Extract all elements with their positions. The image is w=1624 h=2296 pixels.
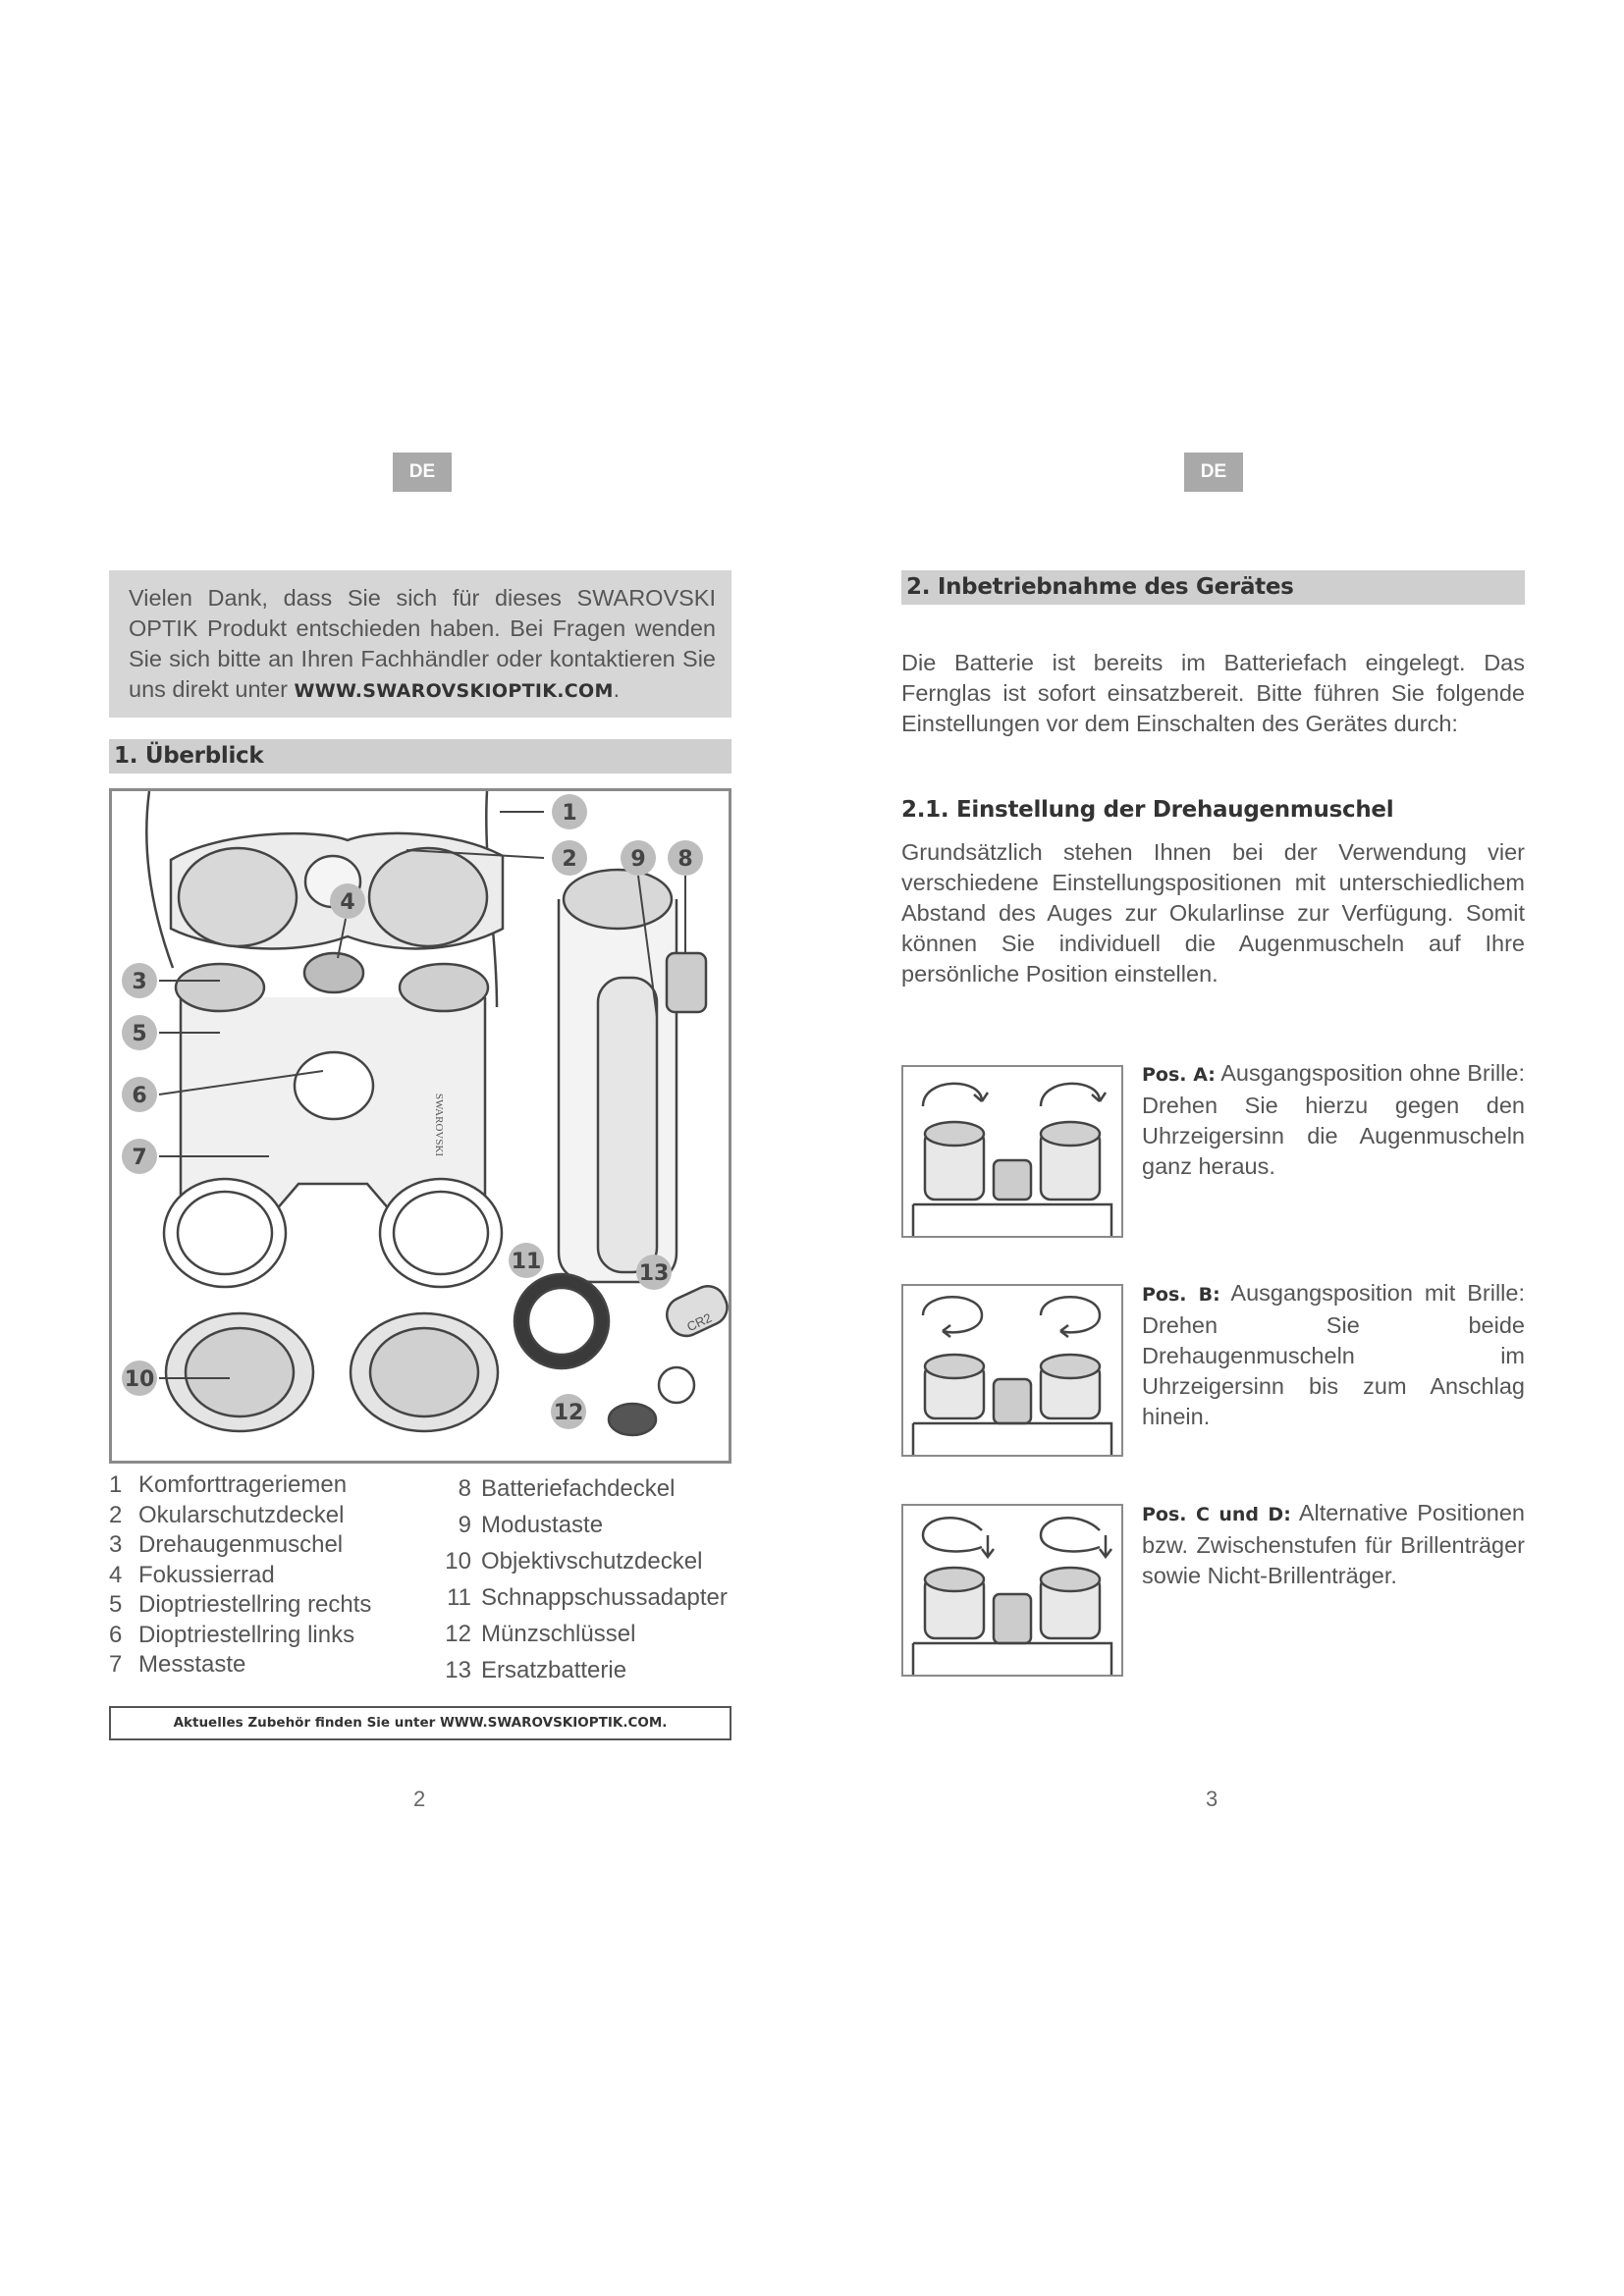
callout-1 bbox=[500, 794, 587, 829]
svg-text:2: 2 bbox=[562, 847, 577, 872]
svg-text:7: 7 bbox=[132, 1146, 147, 1170]
section-title-setup: 2. Inbetriebnahme des Gerätes bbox=[901, 570, 1525, 605]
accessories-footnote: Aktuelles Zubehör finden Sie unter WWW.SWAROVSKIOPTIK.COM. bbox=[109, 1706, 731, 1740]
side-eyecup bbox=[564, 870, 672, 929]
strap-left bbox=[146, 791, 173, 968]
callout-13 bbox=[636, 1255, 672, 1290]
list-item: 6 Dioptriestellring links bbox=[109, 1621, 355, 1648]
position-b-description: Pos. B: Ausgangsposition mit Brille: Drehen Sie beide Drehaugenmuscheln im Uhrzeigersinn bis zum Anschlag hinein. bbox=[1142, 1280, 1526, 1429]
svg-text:1: 1 bbox=[562, 801, 577, 826]
intro-end: . bbox=[613, 676, 621, 702]
objective-left bbox=[164, 1179, 286, 1287]
svg-text:4: 4 bbox=[340, 890, 355, 915]
svg-text:5: 5 bbox=[132, 1022, 147, 1046]
svg-text:9: 9 bbox=[630, 847, 646, 872]
battery-cover bbox=[667, 953, 706, 1012]
objective-right bbox=[380, 1179, 502, 1287]
callout-12 bbox=[551, 1394, 586, 1429]
section-title-overview: 1. Überblick bbox=[109, 739, 731, 774]
eyecup-right bbox=[400, 964, 488, 1011]
eyecup-position-a-image bbox=[901, 1065, 1123, 1238]
rotate-arrow-left bbox=[923, 1518, 982, 1551]
svg-text:10: 10 bbox=[124, 1367, 155, 1392]
subsection-paragraph: Grundsätzlich stehen Ihnen bei der Verwendung vier verschiedene Einstellungspositionen mit unterschiedlichem Abstand des Auges zur Okularlinse zur Verfügung. Somit können Sie individuell die Augenmuscheln auf Ihre persönliche Position einstellen. bbox=[901, 839, 1525, 987]
callout-11 bbox=[509, 1243, 544, 1278]
list-item: 1 Komforttrageriemen bbox=[109, 1471, 348, 1498]
intro-box bbox=[109, 570, 731, 718]
list-item: 7 Messtaste bbox=[109, 1651, 246, 1678]
binocular-overview-figure bbox=[109, 788, 731, 1464]
eyepiece-cover-left bbox=[179, 848, 297, 946]
coin-key bbox=[609, 1404, 656, 1435]
rotate-cw-arrow-left bbox=[923, 1297, 982, 1332]
list-item: 13 Ersatzbatterie bbox=[445, 1657, 627, 1683]
svg-text:11: 11 bbox=[511, 1250, 542, 1274]
list-item: 3 Drehaugenmuschel bbox=[109, 1531, 344, 1558]
list-item: 12 Münzschlüssel bbox=[445, 1621, 636, 1647]
intro-url[interactable]: WWW.SWAROVSKIOPTIK.COM bbox=[294, 680, 614, 702]
rotate-ccw-arrow-left bbox=[923, 1084, 982, 1106]
parts-list-left bbox=[109, 1470, 371, 1681]
svg-text:6: 6 bbox=[132, 1084, 147, 1108]
parts-list-right bbox=[430, 1470, 728, 1688]
list-item: 2 Okularschutzdeckel bbox=[109, 1501, 345, 1528]
position-a-description: Pos. A: Ausgangsposition ohne Brille: Drehen Sie hierzu gegen den Uhrzeigersinn die Augenmuscheln ganz heraus. bbox=[1142, 1060, 1525, 1179]
subsection-title: 2.1. Einstellung der Drehaugenmuschel bbox=[901, 797, 1394, 823]
rotate-cw-arrow-right bbox=[1041, 1297, 1100, 1332]
list-item: 11 Schnappschussadapter bbox=[447, 1584, 728, 1611]
brand-label: SWAROVSKI bbox=[433, 1093, 445, 1157]
bridge-hinge bbox=[295, 1052, 373, 1119]
position-cd-description: Pos. C und D: Alternative Positionen bzw. Zwischenstufen für Brillenträger sowie Nicht-Brillenträger. bbox=[1142, 1500, 1525, 1588]
page-number-right: 3 bbox=[1206, 1787, 1218, 1811]
battery-label: CR2 bbox=[684, 1309, 715, 1335]
focus-wheel bbox=[304, 953, 363, 992]
rotate-ccw-arrow-right bbox=[1041, 1084, 1100, 1106]
eyecup-position-cd-image bbox=[901, 1504, 1123, 1677]
page-number-left: 2 bbox=[413, 1787, 426, 1811]
list-item: 5 Dioptriestellring rechts bbox=[109, 1591, 372, 1618]
list-item: 8 Batteriefachdeckel bbox=[458, 1475, 676, 1502]
language-tag-left: DE bbox=[393, 453, 452, 492]
intro-text: Vielen Dank, dass Sie sich für dieses SWAROVSKI OPTIK Produkt entschieden haben. Bei Fragen wenden Sie sich bitte an Ihren Fachhändler oder kontaktieren Sie uns direkt unter bbox=[129, 585, 716, 702]
list-item: 4 Fokussierrad bbox=[109, 1561, 275, 1588]
spare-battery bbox=[661, 1280, 729, 1341]
binocular-illustration bbox=[112, 791, 729, 1461]
svg-text:12: 12 bbox=[553, 1401, 584, 1425]
svg-text:8: 8 bbox=[677, 847, 693, 872]
svg-text:3: 3 bbox=[132, 970, 147, 994]
setup-intro-paragraph: Die Batterie ist bereits im Batteriefach eingelegt. Das Fernglas ist sofort einsatzbereit. Bitte führen Sie folgende Einstellungen vor dem Einschalten des Gerätes durch: bbox=[901, 650, 1525, 736]
list-item: 9 Modustaste bbox=[458, 1512, 604, 1538]
language-tag-right: DE bbox=[1184, 453, 1243, 492]
list-item: 10 Objektivschutzdeckel bbox=[445, 1548, 703, 1575]
eyecup-position-b-image bbox=[901, 1284, 1123, 1457]
eyecup-left bbox=[176, 964, 264, 1011]
svg-text:13: 13 bbox=[638, 1261, 670, 1286]
rotate-arrow-right bbox=[1041, 1518, 1100, 1551]
eyepiece-cover-right bbox=[369, 848, 487, 946]
